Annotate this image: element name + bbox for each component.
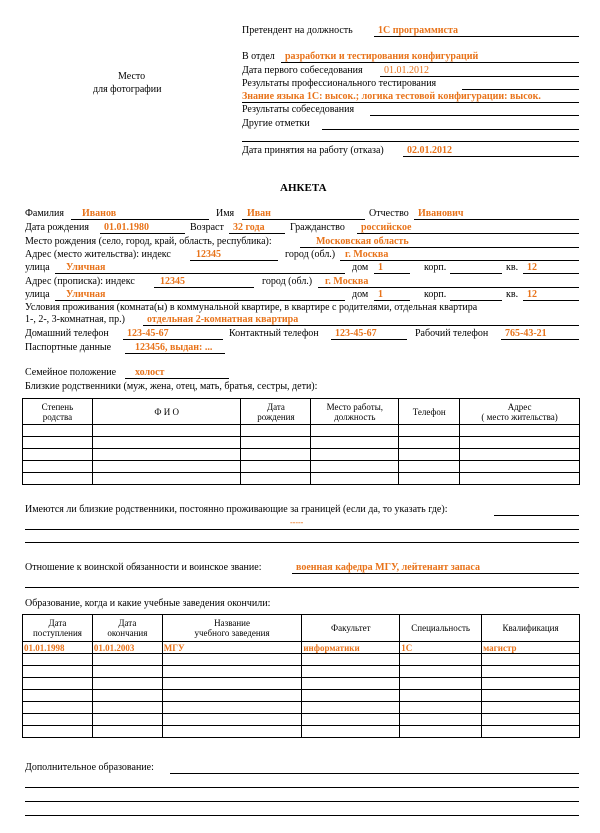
table-cell[interactable] — [460, 449, 580, 461]
photo-label-line1: Место — [118, 71, 146, 82]
table-row — [23, 425, 580, 437]
table-cell[interactable] — [23, 473, 93, 485]
marital-value[interactable]: холост — [135, 367, 165, 378]
rel-header-degree: Степень родства — [23, 399, 93, 425]
table-cell[interactable] — [311, 473, 399, 485]
table-cell[interactable] — [399, 461, 460, 473]
table-cell[interactable] — [302, 714, 400, 726]
table-cell[interactable] — [92, 461, 241, 473]
table-cell[interactable] — [482, 678, 580, 690]
table-cell[interactable] — [482, 726, 580, 738]
living-label-line1: Условия проживания (комната(ы) в коммунальной квартире, в квартире с родителями, отдельная квартира — [25, 302, 478, 313]
table-row — [23, 726, 580, 738]
passport-value[interactable]: 123456, выдан: ... — [135, 342, 213, 353]
table-cell[interactable] — [241, 437, 311, 449]
other-notes-label: Другие отметки — [242, 118, 310, 129]
table-cell[interactable] — [241, 425, 311, 437]
extra-education-line4 — [25, 815, 579, 816]
age-value[interactable]: 32 года — [233, 222, 265, 233]
table-cell[interactable] — [400, 690, 482, 702]
table-row — [23, 666, 580, 678]
table-cell[interactable] — [302, 702, 400, 714]
birthdate-line — [100, 233, 185, 234]
table-cell[interactable] — [23, 666, 93, 678]
age-line — [229, 233, 285, 234]
rel-header-fio: Ф И О — [92, 399, 241, 425]
contact-phone-value[interactable]: 123-45-67 — [335, 328, 377, 339]
table-row — [23, 473, 580, 485]
table-cell[interactable] — [482, 654, 580, 666]
table-cell[interactable] — [460, 461, 580, 473]
table-cell[interactable] — [23, 690, 93, 702]
home-phone-line — [123, 339, 223, 340]
position-value[interactable]: 1С программиста — [378, 25, 459, 36]
surname-line — [71, 219, 209, 220]
table-row — [23, 678, 580, 690]
hire-date-value[interactable]: 02.01.2012 — [407, 145, 452, 156]
table-cell[interactable] — [162, 702, 302, 714]
table-cell[interactable] — [482, 702, 580, 714]
surname-label: Фамилия — [25, 208, 64, 219]
address-street[interactable]: Уличная — [66, 262, 106, 273]
reg-house-line — [374, 300, 410, 301]
age-label: Возраст — [190, 222, 224, 233]
citizenship-label: Гражданство — [290, 222, 345, 233]
reg-street-label: улица — [25, 289, 50, 300]
contact-phone-line — [331, 339, 407, 340]
name-value[interactable]: Иван — [247, 208, 271, 219]
patronymic-line — [414, 219, 579, 220]
position-label: Претендент на должность — [242, 25, 353, 36]
rel-header-address: Адрес ( место жительства) — [460, 399, 580, 425]
table-cell[interactable] — [460, 425, 580, 437]
passport-label: Паспортные данные — [25, 342, 112, 353]
table-cell[interactable] — [162, 690, 302, 702]
table-cell[interactable] — [241, 473, 311, 485]
military-label: Отношение к воинской обязанности и воинское звание: — [25, 562, 262, 573]
rel-header-phone: Телефон — [399, 399, 460, 425]
work-phone-line — [501, 339, 579, 340]
citizenship-value[interactable]: российское — [361, 222, 412, 233]
address-building-label: корп. — [424, 262, 447, 273]
table-cell[interactable] — [400, 654, 482, 666]
reg-city-line — [318, 287, 579, 288]
reg-building-line — [450, 300, 502, 301]
rel-header-workplace: Место работы, должность — [311, 399, 399, 425]
reg-house-label: дом — [352, 289, 369, 300]
table-cell[interactable] — [23, 702, 93, 714]
table-cell[interactable] — [482, 690, 580, 702]
extra-education-line3 — [25, 801, 579, 802]
table-cell[interactable] — [92, 702, 162, 714]
name-line — [242, 219, 365, 220]
table-row — [23, 654, 580, 666]
first-interview-label: Дата первого собеседования — [242, 65, 363, 76]
prof-test-line — [462, 89, 579, 90]
dept-line — [281, 62, 579, 63]
extra-education-line2 — [25, 787, 579, 788]
hire-date-line — [403, 156, 579, 157]
edu-header-qualification: Квалификация — [482, 615, 580, 642]
table-cell[interactable] — [92, 437, 241, 449]
patronymic-label: Отчество — [369, 208, 409, 219]
living-value[interactable]: отдельная 2-комнатная квартира — [147, 314, 299, 325]
rel-header-birthdate: Дата рождения — [241, 399, 311, 425]
edu-end-date[interactable]: 01.01.2003 — [92, 642, 162, 654]
table-cell[interactable] — [460, 437, 580, 449]
table-cell[interactable] — [92, 726, 162, 738]
abroad-label: Имеются ли близкие родственники, постоянно проживающие за границей (если да, то указать где): — [25, 504, 448, 515]
table-cell[interactable] — [23, 437, 93, 449]
edu-header-faculty: Факультет — [302, 615, 400, 642]
military-value[interactable]: военная кафедра МГУ, лейтенант запаса — [296, 562, 480, 573]
address-city[interactable]: г. Москва — [345, 249, 389, 260]
table-cell[interactable] — [92, 666, 162, 678]
abroad-line3 — [25, 542, 579, 543]
marital-label: Семейное положение — [25, 367, 117, 378]
table-cell[interactable] — [23, 425, 93, 437]
table-cell[interactable] — [400, 702, 482, 714]
education-table — [22, 614, 580, 738]
interview-results-line — [370, 115, 579, 116]
reg-label: Адрес (прописка): индекс — [25, 276, 135, 287]
first-interview-line — [380, 76, 579, 77]
table-cell[interactable] — [162, 714, 302, 726]
birthplace-value[interactable]: Московская область — [316, 236, 409, 247]
edu-specialty[interactable]: 1С — [400, 642, 482, 654]
first-interview-value[interactable]: 01.01.2012 — [384, 65, 429, 76]
dept-label: В отдел — [242, 51, 275, 62]
table-cell[interactable] — [162, 726, 302, 738]
hire-date-label: Дата принятия на работу (отказа) — [242, 145, 384, 156]
edu-institution[interactable]: МГУ — [162, 642, 302, 654]
address-index[interactable]: 12345 — [196, 249, 221, 260]
citizenship-line — [357, 233, 579, 234]
military-line2 — [25, 587, 579, 588]
table-cell[interactable] — [302, 678, 400, 690]
edu-header-start: Дата поступления — [23, 615, 93, 642]
table-cell[interactable] — [311, 437, 399, 449]
table-cell[interactable] — [399, 425, 460, 437]
table-cell[interactable] — [92, 425, 241, 437]
table-cell[interactable] — [311, 461, 399, 473]
education-label: Образование, когда и какие учебные заведения окончили: — [25, 598, 271, 609]
edu-faculty[interactable]: информатики — [302, 642, 400, 654]
table-row — [23, 461, 580, 473]
table-cell[interactable] — [311, 425, 399, 437]
address-label: Адрес (место жительства): индекс — [25, 249, 171, 260]
table-cell[interactable] — [23, 714, 93, 726]
surname-value[interactable]: Иванов — [82, 208, 117, 219]
table-cell[interactable] — [23, 678, 93, 690]
name-label: Имя — [216, 208, 235, 219]
home-phone-value[interactable]: 123-45-67 — [127, 328, 169, 339]
table-cell[interactable] — [399, 449, 460, 461]
interview-results-label: Результаты собеседования — [242, 104, 355, 115]
address-index-line — [190, 260, 278, 261]
table-cell[interactable] — [92, 473, 241, 485]
birthplace-label: Место рождения (село, город, край, область, республика): — [25, 236, 272, 247]
table-row — [23, 702, 580, 714]
table-row — [23, 642, 580, 654]
table-cell[interactable] — [400, 714, 482, 726]
address-street-line — [55, 273, 345, 274]
work-phone-label: Рабочий телефон — [415, 328, 489, 339]
military-line1 — [292, 573, 579, 574]
table-cell[interactable] — [302, 726, 400, 738]
table-cell[interactable] — [92, 690, 162, 702]
address-city-label: город (обл.) — [285, 249, 336, 260]
reg-index[interactable]: 12345 — [160, 276, 185, 287]
table-cell[interactable] — [23, 654, 93, 666]
other-notes-line — [322, 129, 579, 130]
reg-city[interactable]: г. Москва — [325, 276, 369, 287]
address-house-label: дом — [352, 262, 369, 273]
edu-qualification[interactable]: магистр — [482, 642, 580, 654]
table-cell[interactable] — [311, 449, 399, 461]
reg-street-line — [55, 300, 345, 301]
abroad-line2 — [25, 529, 579, 530]
relatives-label: Близкие родственники (муж, жена, отец, мать, братья, сестры, дети): — [25, 381, 318, 392]
table-cell[interactable] — [23, 461, 93, 473]
prof-test-value[interactable]: Знание языка 1С: высок.; логика тестовой конфигурации: высок. — [242, 91, 541, 102]
table-cell[interactable] — [23, 449, 93, 461]
patronymic-value[interactable]: Иванович — [418, 208, 464, 219]
passport-line — [125, 353, 225, 354]
table-cell[interactable] — [92, 678, 162, 690]
extra-education-label: Дополнительное образование: — [25, 762, 154, 773]
table-cell[interactable] — [241, 461, 311, 473]
table-cell[interactable] — [162, 678, 302, 690]
reg-flat-label: кв. — [506, 289, 519, 300]
dept-value[interactable]: разработки и тестирования конфигураций — [285, 51, 479, 62]
form-title: АНКЕТА — [280, 182, 327, 194]
prof-test-label: Результаты профессионального тестирования — [242, 78, 437, 89]
reg-flat-line — [523, 300, 579, 301]
table-cell[interactable] — [92, 654, 162, 666]
address-house-line — [374, 273, 410, 274]
table-row — [23, 690, 580, 702]
contact-phone-label: Контактный телефон — [229, 328, 319, 339]
extra-education-line1 — [170, 773, 579, 774]
birthdate-label: Дата рождения — [25, 222, 89, 233]
edu-header-institution: Название учебного заведения — [162, 615, 302, 642]
table-cell[interactable] — [23, 726, 93, 738]
work-phone-value[interactable]: 765-43-21 — [505, 328, 547, 339]
reg-building-label: корп. — [424, 289, 447, 300]
abroad-value[interactable]: ----- — [290, 518, 304, 527]
reg-street[interactable]: Уличная — [66, 289, 106, 300]
reg-house[interactable]: 1 — [378, 289, 383, 300]
table-row — [23, 714, 580, 726]
table-row — [23, 449, 580, 461]
table-cell[interactable] — [399, 437, 460, 449]
edu-header-specialty: Специальность — [400, 615, 482, 642]
reg-city-label: город (обл.) — [262, 276, 313, 287]
living-label-line2: 1-, 2-, 3-комнатная, пр.) — [25, 314, 125, 325]
table-cell[interactable] — [482, 666, 580, 678]
table-cell[interactable] — [400, 666, 482, 678]
edu-start-date[interactable]: 01.01.1998 — [23, 642, 93, 654]
table-cell[interactable] — [400, 678, 482, 690]
address-flat-line — [523, 273, 579, 274]
home-phone-label: Домашний телефон — [25, 328, 109, 339]
table-cell[interactable] — [241, 449, 311, 461]
photo-label-line2: для фотографии — [93, 84, 162, 95]
abroad-line1 — [494, 515, 579, 516]
table-cell[interactable] — [482, 714, 580, 726]
table-cell[interactable] — [92, 714, 162, 726]
birthdate-value[interactable]: 01.01.1980 — [104, 222, 149, 233]
address-building-line — [450, 273, 502, 274]
marital-line — [125, 378, 229, 379]
table-cell[interactable] — [302, 666, 400, 678]
table-cell[interactable] — [400, 726, 482, 738]
position-line — [374, 36, 579, 37]
address-flat-label: кв. — [506, 262, 519, 273]
table-row — [23, 437, 580, 449]
living-line — [143, 325, 579, 326]
prof-test-value-line — [242, 102, 579, 103]
birthplace-line — [300, 247, 579, 248]
address-flat[interactable]: 12 — [527, 262, 537, 273]
table-cell[interactable] — [162, 654, 302, 666]
table-cell[interactable] — [460, 473, 580, 485]
table-cell[interactable] — [302, 654, 400, 666]
address-house[interactable]: 1 — [378, 262, 383, 273]
table-cell[interactable] — [162, 666, 302, 678]
reg-flat[interactable]: 12 — [527, 289, 537, 300]
table-cell[interactable] — [92, 449, 241, 461]
edu-header-end: Дата окончания — [92, 615, 162, 642]
table-cell[interactable] — [302, 690, 400, 702]
relatives-table — [22, 398, 580, 485]
other-notes-line2 — [242, 141, 579, 142]
address-street-label: улица — [25, 262, 50, 273]
address-city-line — [340, 260, 579, 261]
table-cell[interactable] — [399, 473, 460, 485]
reg-index-line — [154, 287, 254, 288]
